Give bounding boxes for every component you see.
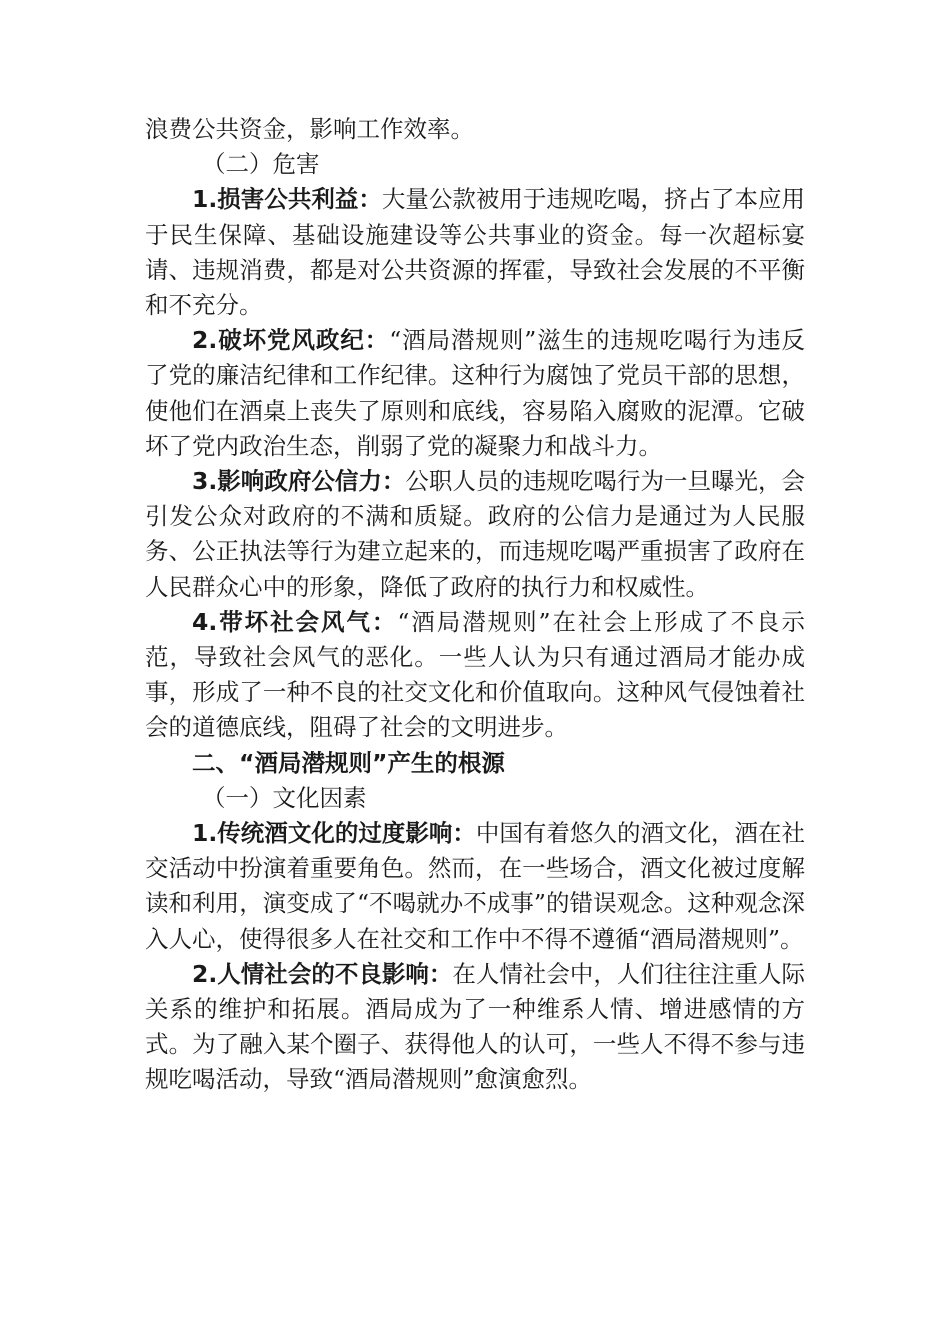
item-lead: 1.传统酒文化的过度影响： xyxy=(192,819,476,848)
item-paragraph xyxy=(145,816,805,957)
document-page xyxy=(145,112,805,1098)
item-paragraph xyxy=(145,323,805,464)
item-paragraph xyxy=(145,605,805,746)
subheading-culture: （一）文化因素 xyxy=(202,783,367,812)
subheading-harms: （二）危害 xyxy=(202,150,320,179)
item-paragraph xyxy=(145,464,805,605)
item-lead: 2.人情社会的不良影响： xyxy=(192,959,453,988)
item-body: 公职人员的违规吃喝行为一旦曝光，会引发公众对政府的不满和质疑。政府的公信力是通过为人民服务、公正执法等行为建立起来的，而违规吃喝严重损害了政府在人民群众心中的形象，降低了政府的执行力和权威性。 xyxy=(145,467,805,601)
item-body: 中国有着悠久的酒文化，酒在社交活动中扮演着重要角色。然而，在一些场合，酒文化被过度解读和利用，演变成了“不喝就办不成事”的错误观念。这种观念深入人心，使得很多人在社交和工作中不得不遵循“酒局潜规则”。 xyxy=(145,819,806,953)
item-paragraph xyxy=(145,957,805,1098)
item-lead: 2.破坏党风政纪： xyxy=(192,326,390,355)
section-heading: 二、“酒局潜规则”产生的根源 xyxy=(192,748,505,777)
item-body: 大量公款被用于违规吃喝，挤占了本应用于民生保障、基础设施建设等公共事业的资金。每一次超标宴请、违规消费，都是对公共资源的挥霍，导致社会发展的不平衡和不充分。 xyxy=(145,185,806,320)
item-body: “酒局潜规则”滋生的违规吃喝行为违反了党的廉洁纪律和工作纪律。这种行为腐蚀了党员干部的思想，使他们在酒桌上丧失了原则和底线，容易陷入腐败的泥潭。它破坏了党内政治生态，削弱了党的凝聚力和战斗力。 xyxy=(145,326,805,460)
item-paragraph xyxy=(145,182,805,323)
item-lead: 3.影响政府公信力： xyxy=(192,467,406,496)
item-lead: 4.带坏社会风气： xyxy=(192,607,398,636)
item-lead: 1.损害公共利益： xyxy=(192,185,382,214)
item-body: 在人情社会中，人们往往注重人际关系的维护和拓展。酒局成为了一种维系人情、增进感情的方式。为了融入某个圈子、获得他人的认可，一些人不得不参与违规吃喝活动，导致“酒局潜规则”愈演愈烈。 xyxy=(145,959,805,1094)
item-body: “酒局潜规则”在社会上形成了不良示范，导致社会风气的恶化。一些人认为只有通过酒局才能办成事，形成了一种不良的社交文化和价值取向。这种风气侵蚀着社会的道德底线，阻碍了社会的文明进步。 xyxy=(145,607,805,742)
continuation-paragraph: 浪费公共资金，影响工作效率。 xyxy=(145,115,474,143)
